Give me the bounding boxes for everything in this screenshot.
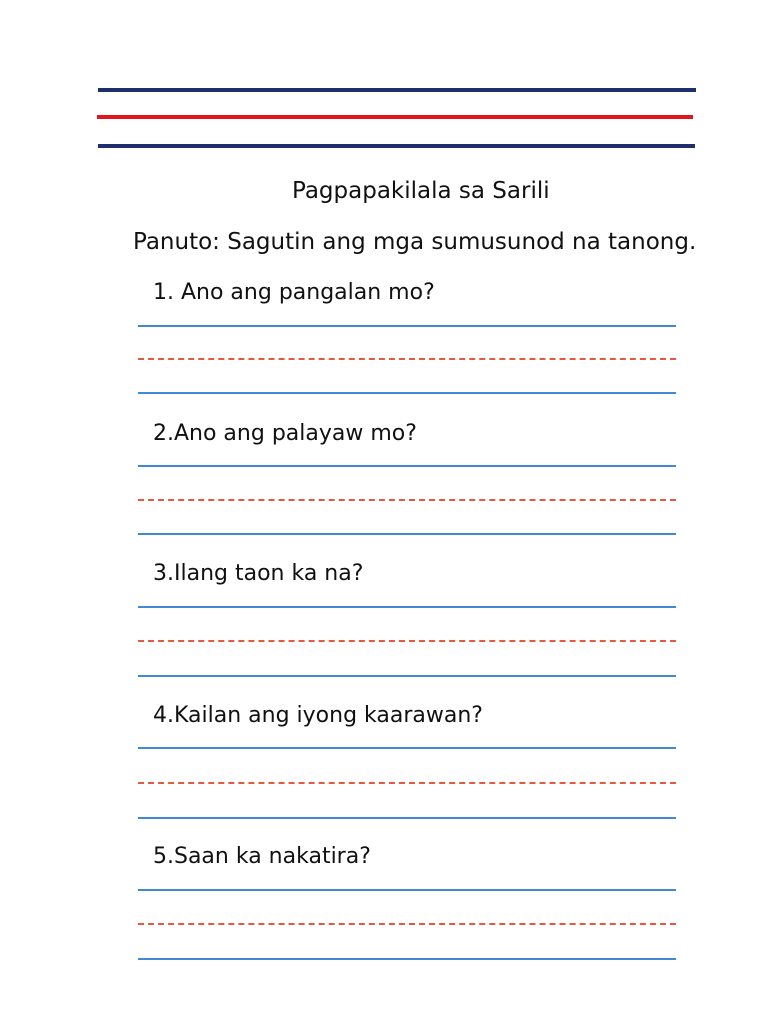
answer-2-mid-dashed-line[interactable]: [138, 499, 676, 501]
question-1: 1. Ano ang pangalan mo?: [153, 280, 435, 305]
answer-3-bottom-line[interactable]: [138, 675, 676, 677]
answer-5-bottom-line[interactable]: [138, 958, 676, 960]
answer-3-top-line[interactable]: [138, 606, 676, 608]
answer-3-mid-dashed-line[interactable]: [138, 640, 676, 642]
header-rule-top: [98, 88, 696, 92]
question-3: 3.Ilang taon ka na?: [153, 561, 364, 586]
question-2: 2.Ano ang palayaw mo?: [153, 421, 417, 446]
answer-1-top-line[interactable]: [138, 325, 676, 327]
worksheet-title: Pagpapakilala sa Sarili: [292, 178, 550, 204]
answer-4-top-line[interactable]: [138, 747, 676, 749]
header-rule-bottom: [98, 144, 695, 148]
question-5: 5.Saan ka nakatira?: [153, 844, 371, 869]
answer-2-bottom-line[interactable]: [138, 533, 676, 535]
question-4: 4.Kailan ang iyong kaarawan?: [153, 703, 483, 728]
answer-5-top-line[interactable]: [138, 889, 676, 891]
header-rule-middle: [97, 115, 693, 119]
answer-4-mid-dashed-line[interactable]: [138, 782, 676, 784]
instructions-text: Panuto: Sagutin ang mga sumusunod na tanong.: [133, 229, 697, 255]
answer-5-mid-dashed-line[interactable]: [138, 923, 676, 925]
answer-2-top-line[interactable]: [138, 465, 676, 467]
answer-1-bottom-line[interactable]: [138, 392, 676, 394]
answer-4-bottom-line[interactable]: [138, 817, 676, 819]
answer-1-mid-dashed-line[interactable]: [138, 358, 676, 360]
